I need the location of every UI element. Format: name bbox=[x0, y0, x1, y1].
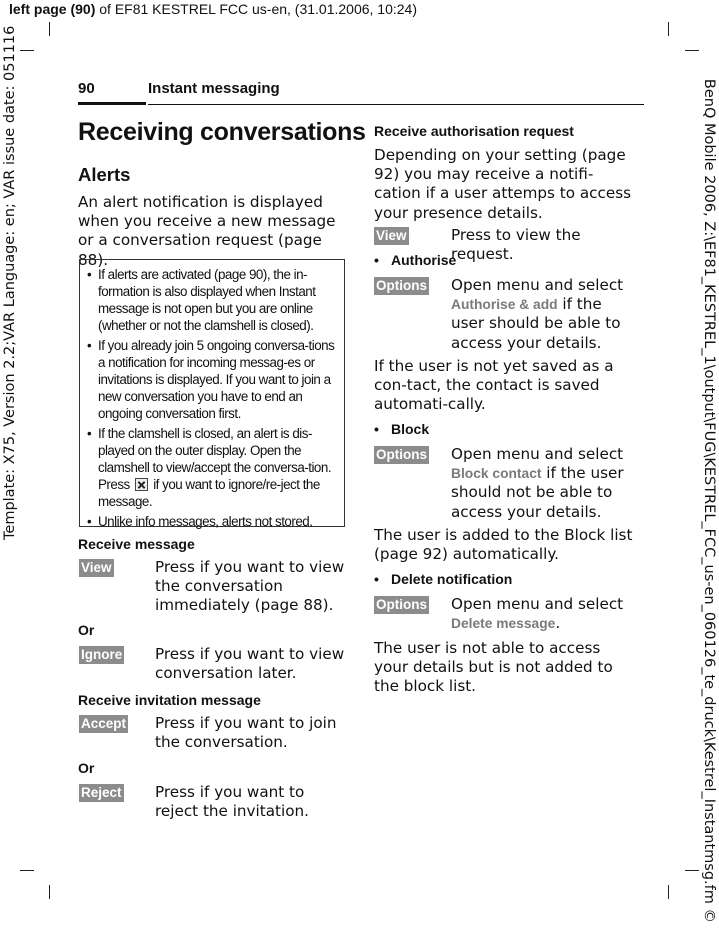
crop-mark bbox=[685, 50, 699, 51]
reject-softkey: Reject bbox=[81, 785, 122, 800]
receive-invitation-heading: Receive invitation message bbox=[78, 692, 261, 708]
accept-softkey: Accept bbox=[81, 716, 127, 731]
view-description: Press if you want to view the conversation immediately (page 88). bbox=[155, 558, 345, 615]
block-list-text: The user is added to the Block list (page 92) automatically. bbox=[374, 526, 633, 564]
delete-description: Open menu and select Delete message. bbox=[451, 595, 624, 633]
options-softkey: Options bbox=[376, 447, 427, 462]
header-rule bbox=[148, 104, 644, 105]
page-heading: Receiving conversations bbox=[78, 118, 366, 146]
ignore-description: Press if you want to view conversation later. bbox=[155, 645, 345, 683]
info-box bbox=[79, 259, 345, 527]
options-softkey: Options bbox=[376, 278, 427, 293]
delete-notification-heading: • Delete notification bbox=[374, 571, 513, 587]
menu-item-authorise: Authorise & add bbox=[451, 297, 558, 313]
menu-item-delete-message: Delete message bbox=[451, 616, 556, 632]
doc-info: of EF81 KESTREL FCC us-en, (31.01.2006, 10:24) bbox=[95, 1, 418, 17]
auth-request-text: Depending on your setting (page 92) you may receive a notifi-cation if a user attemps to access your presence details. bbox=[374, 146, 632, 222]
page-number: 90 bbox=[78, 80, 95, 97]
info-bullet: • Unlike info messages, alerts not stored. bbox=[86, 513, 338, 530]
print-header bbox=[9, 1, 417, 17]
or-label: Or bbox=[78, 760, 95, 776]
final-text: The user is not able to access your details but is not added to the block list. bbox=[374, 639, 613, 696]
copyright-path: © BenQ Mobile 2006, Z:\EF81_KESTREL_1\output\FUG\KESTREL_FCC_us-en_060126_te_druck\Kestrel_Instantmsg.fm bbox=[701, 78, 717, 923]
crop-mark bbox=[49, 22, 50, 36]
view-softkey: View bbox=[81, 560, 112, 575]
info-bullet: • If the clamshell is closed, an alert is dis-played on the outer display. Open the clamshell to view/accept the conversa-tion. Press if you want to ignore/re-ject the message. bbox=[86, 425, 338, 510]
template-info-sidebar bbox=[0, 25, 18, 540]
crop-mark bbox=[668, 22, 669, 36]
crop-mark bbox=[668, 885, 669, 899]
authorise-description: Open menu and select Authorise & add if the user should be able to access your details. bbox=[451, 276, 624, 352]
info-bullet: • If you already join 5 ongoing conversa-tions a notification for incoming messag-es or invitations is displayed. If you want to join a new conversation you have to end an ongoing conversation first. bbox=[86, 337, 338, 422]
crop-mark bbox=[49, 885, 50, 899]
page-ref: left page (90) bbox=[9, 1, 96, 17]
or-label: Or bbox=[78, 622, 95, 638]
alerts-text: An alert notification is displayed when you receive a new message or a conversation request (page 88). bbox=[78, 193, 336, 269]
view-request-description: Press to view the request. bbox=[451, 226, 581, 264]
not-saved-text: If the user is not yet saved as a con-tact, the contact is saved automati-cally. bbox=[374, 357, 614, 414]
crop-mark bbox=[20, 870, 34, 871]
view-softkey: View bbox=[376, 228, 407, 243]
authorise-heading: • Authorise bbox=[374, 252, 457, 268]
template-info: Template: X75, Version 2.2;VAR Language: en; VAR issue date: 051116 bbox=[2, 25, 18, 540]
ignore-softkey: Ignore bbox=[81, 647, 123, 662]
receive-message-heading: Receive message bbox=[78, 536, 195, 552]
menu-item-block-contact: Block contact bbox=[451, 466, 542, 482]
options-softkey: Options bbox=[376, 597, 427, 612]
crop-mark bbox=[20, 50, 34, 51]
header-rule-thick bbox=[78, 102, 146, 105]
section-title: Instant messaging bbox=[148, 80, 280, 97]
alerts-heading: Alerts bbox=[78, 164, 131, 185]
reject-description: Press if you want to reject the invitation. bbox=[155, 783, 309, 821]
block-description: Open menu and select Block contact if the user should not be able to access your details. bbox=[451, 445, 624, 521]
copyright-sidebar bbox=[697, 55, 717, 923]
block-heading: • Block bbox=[374, 421, 430, 437]
info-bullet: • If alerts are activated (page 90), the in-formation is also displayed when Instant message is not open but you are online (whether or not the clamshell is closed). bbox=[86, 266, 338, 334]
close-key-icon bbox=[135, 478, 148, 491]
auth-request-heading: Receive authorisation request bbox=[374, 123, 574, 139]
accept-description: Press if you want to join the conversation. bbox=[155, 714, 337, 752]
